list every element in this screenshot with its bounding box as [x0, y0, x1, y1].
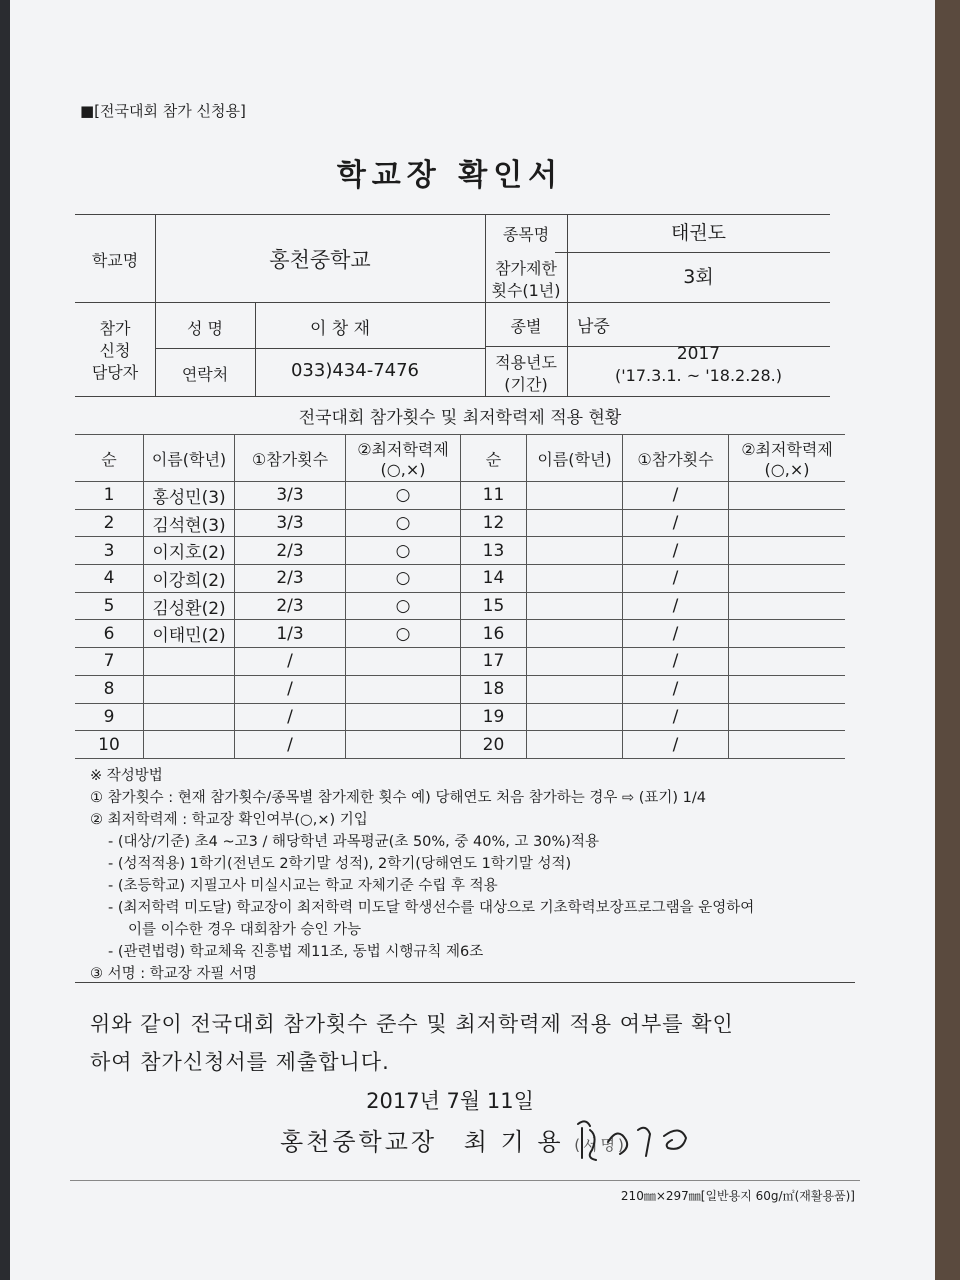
note-line: ※ 작성방법: [90, 768, 163, 784]
signer-line: [280, 1122, 627, 1157]
paper-spec: 210㎜×297㎜[일반용지 60g/㎡(재활용품)]: [620, 1189, 855, 1203]
participation-table: [75, 434, 845, 759]
cell-min2: [729, 565, 846, 593]
table-row: [75, 675, 845, 703]
cell-min2: [729, 731, 846, 759]
cell-min: [346, 703, 461, 731]
note-line: - (초등학교) 지필고사 미실시교는 학교 자체기준 수립 후 적용: [108, 878, 498, 894]
table-row: [75, 592, 845, 620]
cell-min2: [729, 537, 846, 565]
cell-count2: /: [623, 482, 729, 510]
note-line: - (최저학력 미도달) 학교장이 최저학력 미도달 학생선수를 대상으로 기초학력보장프로그램을 운영하여: [108, 900, 755, 916]
header-divider: [555, 252, 830, 253]
cell-min: ○: [346, 620, 461, 648]
contact-value: 033)434-7476: [290, 360, 420, 381]
year-label-sub: (기간): [504, 375, 548, 394]
limit-value: 3회: [683, 266, 714, 288]
table-header-row: [75, 435, 845, 482]
confirm-line: 위와 같이 전국대회 참가횟수 준수 및 최저학력제 적용 여부를 확인: [90, 1012, 734, 1036]
cell-no2: 17: [461, 648, 527, 676]
table-row: [75, 703, 845, 731]
date: 2017년 7월 11일: [366, 1089, 534, 1113]
applicant-label: 담당자: [91, 363, 139, 382]
name-value: 이 창 재: [309, 319, 371, 339]
cell-name: [144, 675, 235, 703]
cell-name2: [527, 565, 623, 593]
footer-divider: [70, 1180, 860, 1181]
col-name: 이름(학년): [144, 435, 235, 482]
cell-name: 홍성민(3): [144, 482, 235, 510]
category-value: 남중: [577, 317, 610, 337]
cell-no2: 13: [461, 537, 527, 565]
cell-count2: /: [623, 703, 729, 731]
cell-count: /: [235, 675, 346, 703]
cell-no: 9: [75, 703, 144, 731]
note-line: ③ 서명 : 학교장 자필 서명: [90, 966, 257, 982]
signer-school: 홍천중학교장: [280, 1128, 438, 1156]
event-label: 종목명: [502, 225, 550, 244]
col-count: ①참가횟수: [235, 435, 346, 482]
cell-name2: [527, 592, 623, 620]
cell-count2: /: [623, 565, 729, 593]
cell-count: 3/3: [235, 482, 346, 510]
cell-name2: [527, 509, 623, 537]
col-count-2: ①참가횟수: [623, 435, 729, 482]
note-line: 이를 이수한 경우 대회참가 승인 가능: [128, 922, 362, 938]
header-divider: [155, 348, 485, 349]
sign-mark: (서명): [574, 1136, 627, 1154]
cell-no: 10: [75, 731, 144, 759]
cell-name: [144, 731, 235, 759]
school-name: 홍천중학교: [269, 248, 371, 272]
cell-no2: 18: [461, 675, 527, 703]
contact-label: 연락처: [181, 365, 229, 384]
cell-min2: [729, 620, 846, 648]
cell-name: 김성환(2): [144, 592, 235, 620]
cell-count: /: [235, 703, 346, 731]
signer-name: 최 기 용: [463, 1128, 564, 1156]
cell-min2: [729, 509, 846, 537]
applicant-label: 신청: [99, 341, 131, 360]
cell-name2: [527, 537, 623, 565]
table-row: [75, 565, 845, 593]
cell-no2: 11: [461, 482, 527, 510]
period-value: ('17.3.1. ~ '18.2.28.): [615, 366, 782, 385]
cell-no2: 20: [461, 731, 527, 759]
cell-min: [346, 731, 461, 759]
cell-count: /: [235, 731, 346, 759]
cell-min: ○: [346, 482, 461, 510]
cell-count: 2/3: [235, 592, 346, 620]
cell-min2: [729, 675, 846, 703]
cell-no2: 12: [461, 509, 527, 537]
table-row: [75, 731, 845, 759]
cell-no: 7: [75, 648, 144, 676]
cell-name: 이태민(2): [144, 620, 235, 648]
cell-name2: [527, 703, 623, 731]
col-no: 순: [75, 435, 144, 482]
cell-no: 3: [75, 537, 144, 565]
table-row: [75, 648, 845, 676]
header-top-border: [75, 214, 830, 215]
cell-min2: [729, 482, 846, 510]
col-no-2: 순: [461, 435, 527, 482]
event-value: 태권도: [670, 222, 727, 244]
section-title: 전국대회 참가횟수 및 최저학력제 적용 현황: [298, 408, 622, 428]
limit-label-sub: 횟수(1년): [491, 281, 561, 300]
notes-divider: [75, 982, 855, 983]
cell-name2: [527, 675, 623, 703]
cell-no2: 14: [461, 565, 527, 593]
cell-name: [144, 648, 235, 676]
header-bottom-border: [75, 396, 830, 397]
cell-count: 1/3: [235, 620, 346, 648]
cell-count2: /: [623, 731, 729, 759]
cell-min: ○: [346, 565, 461, 593]
cell-min2: [729, 592, 846, 620]
note-line: - (대상/기준) 초4 ~고3 / 해당학년 과목평균(초 50%, 중 40%, 고 30%)적용: [108, 834, 599, 850]
year-label: 적용년도: [495, 353, 557, 372]
cell-name2: [527, 482, 623, 510]
cell-count2: /: [623, 620, 729, 648]
signature-image: [568, 1116, 718, 1166]
table-row: [75, 620, 845, 648]
cell-count2: /: [623, 592, 729, 620]
note-line: ① 참가횟수 : 현재 참가횟수/종목별 참가제한 횟수 예) 당해연도 처음 참가하는 경우 ⇨ (표기) 1/4: [90, 790, 706, 806]
cell-count2: /: [623, 648, 729, 676]
cell-no: 2: [75, 509, 144, 537]
confirmation-text: [90, 1005, 860, 1081]
limit-label: 참가제한: [495, 259, 557, 278]
cell-count: /: [235, 648, 346, 676]
cell-name: 김석현(3): [144, 509, 235, 537]
cell-count2: /: [623, 675, 729, 703]
cell-no: 6: [75, 620, 144, 648]
instructions: [90, 765, 870, 985]
table-row: [75, 482, 845, 510]
cell-count2: /: [623, 537, 729, 565]
note-line: ② 최저학력제 : 학교장 확인여부(○,×) 기입: [90, 812, 368, 828]
cell-no2: 16: [461, 620, 527, 648]
confirm-line: 하여 참가신청서를 제출합니다.: [90, 1050, 390, 1074]
cell-name: [144, 703, 235, 731]
header-divider: [75, 302, 830, 303]
school-label: 학교명: [91, 251, 139, 270]
cell-count: 2/3: [235, 565, 346, 593]
cell-no: 8: [75, 675, 144, 703]
cell-min: ○: [346, 592, 461, 620]
cell-count: 3/3: [235, 509, 346, 537]
note-line: - (관련법령) 학교체육 진흥법 제11조, 동법 시행규칙 제6조: [108, 944, 484, 960]
cell-no: 1: [75, 482, 144, 510]
table-row: [75, 537, 845, 565]
cell-count2: /: [623, 509, 729, 537]
cell-min: ○: [346, 537, 461, 565]
col-min: ②최저학력제 (○,×): [346, 435, 461, 482]
col-min-2: ②최저학력제 (○,×): [729, 435, 846, 482]
cell-name2: [527, 648, 623, 676]
applicant-label: 참가: [99, 319, 131, 338]
cell-name: 이지호(2): [144, 537, 235, 565]
cell-count: 2/3: [235, 537, 346, 565]
cell-name2: [527, 620, 623, 648]
cell-no2: 19: [461, 703, 527, 731]
category-label: 종별: [510, 317, 542, 336]
cell-no: 4: [75, 565, 144, 593]
table-row: [75, 509, 845, 537]
cell-name2: [527, 731, 623, 759]
form-tag: ■[전국대회 참가 신청용]: [80, 102, 246, 120]
cell-no: 5: [75, 592, 144, 620]
cell-min2: [729, 703, 846, 731]
year-value: 2017: [676, 344, 721, 364]
cell-min: [346, 648, 461, 676]
cell-min: [346, 675, 461, 703]
cell-min2: [729, 648, 846, 676]
name-label: 성 명: [187, 319, 223, 338]
cell-min: ○: [346, 509, 461, 537]
note-line: - (성적적용) 1학기(전년도 2학기말 성적), 2학기(당해연도 1학기말 성적): [108, 856, 572, 872]
cell-no2: 15: [461, 592, 527, 620]
cell-name: 이강희(2): [144, 565, 235, 593]
document-page: [10, 0, 935, 1280]
page-title: 학교장 확인서: [336, 158, 564, 193]
col-name-2: 이름(학년): [527, 435, 623, 482]
